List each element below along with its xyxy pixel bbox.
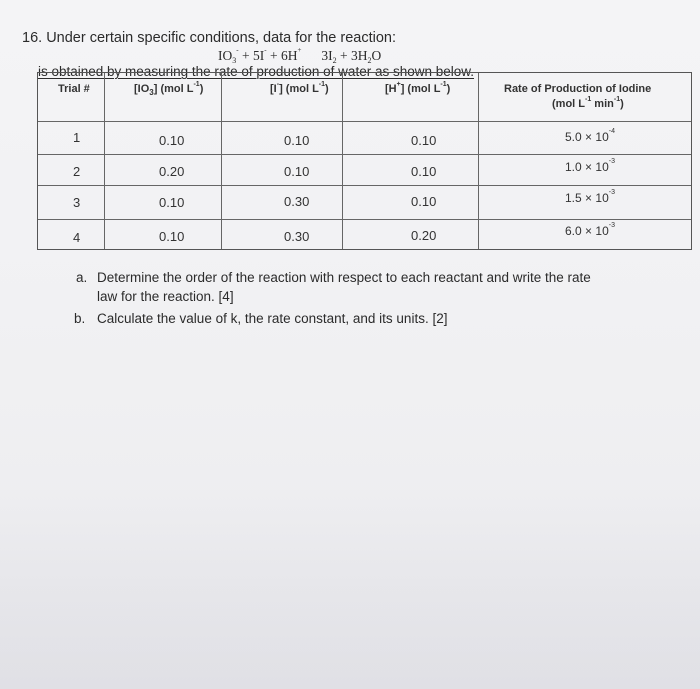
eq-iodate-charge: - — [236, 46, 239, 54]
part-a-line1: Determine the order of the reaction with respect to each reactant and write the rate — [97, 270, 591, 285]
table-column-divider — [342, 73, 343, 249]
reaction-equation — [218, 48, 381, 64]
eq-iodate: IO — [218, 48, 233, 63]
cell-rate: $6.0 \times 10^{-3}$ — [565, 222, 615, 238]
cell-iodate: 0.20 — [159, 164, 185, 179]
eq-iodide: 5I — [252, 48, 265, 63]
cell-rate: $5.0 \times 10^{-4}$ — [565, 128, 615, 144]
cell-rate: $1.0 \times 10^{-3}$ — [565, 158, 615, 174]
question-title — [22, 30, 396, 46]
cell-trial: 3 — [73, 195, 81, 210]
part-a-line2: law for the reaction. [4] — [97, 289, 234, 304]
cell-iodide: 0.30 — [284, 194, 310, 209]
rate-data-table — [37, 72, 692, 250]
table-row-divider — [38, 154, 691, 155]
eq-water-o: O — [371, 48, 382, 63]
table-row-divider — [38, 121, 691, 122]
header-iodide: [I-] (mol $L^{-1}$) — [270, 81, 329, 95]
header-iodate: $[IO_3]$ (mol $L^{-1}$) — [134, 81, 204, 97]
cell-hydrogen: 0.10 — [411, 164, 437, 179]
question-number: 16. — [22, 30, 43, 46]
table-column-divider — [104, 73, 105, 249]
header-trial: Trial # — [58, 83, 90, 95]
header-rate-line2: (mol $L^{-1}$ $\min^{-1}$) — [552, 96, 624, 110]
measurement-statement: is obtained by measuring the rate of production of water as shown below. — [38, 64, 475, 79]
cell-trial: 4 — [73, 230, 81, 245]
cell-iodate: 0.10 — [159, 133, 185, 148]
eq-water-sub: 2 — [367, 56, 372, 65]
question-intro: Under certain specific conditions, data for the reaction: — [46, 30, 397, 46]
eq-water: 3H — [351, 48, 368, 63]
cell-iodide: 0.10 — [284, 164, 310, 179]
table-row-divider — [38, 219, 691, 220]
cell-rate: $1.5 \times 10^{-3}$ — [565, 189, 615, 205]
cell-iodate: 0.10 — [159, 229, 185, 244]
table-column-divider — [478, 73, 479, 249]
part-b-label: b. — [74, 311, 86, 326]
photo-shading — [0, 489, 700, 689]
header-hydrogen: [H+] (mol $L^{-1}$) — [385, 81, 451, 95]
eq-hydrogen-charge: + — [297, 46, 302, 54]
eq-plus: + — [340, 48, 348, 63]
eq-plus: + — [241, 48, 250, 63]
cell-hydrogen: 0.10 — [411, 133, 437, 148]
cell-trial: 1 — [73, 130, 81, 145]
cell-hydrogen: 0.20 — [411, 228, 437, 243]
table-column-divider — [221, 73, 222, 249]
eq-iodide-charge: - — [264, 46, 267, 54]
cell-iodate: 0.10 — [159, 195, 185, 210]
eq-iodine-sub: 2 — [332, 56, 337, 65]
eq-iodate-sub: 3 — [232, 56, 237, 65]
cell-hydrogen: 0.10 — [411, 194, 437, 209]
header-rate-line1: Rate of Production of Iodine — [504, 83, 652, 95]
cell-iodide: 0.10 — [284, 133, 310, 148]
eq-plus: + — [269, 48, 278, 63]
part-a-label: a. — [76, 270, 88, 285]
cell-trial: 2 — [73, 164, 81, 179]
eq-hydrogen: 6H — [280, 48, 298, 63]
eq-iodine: 3I — [321, 48, 333, 63]
table-row-divider — [38, 185, 691, 186]
cell-iodide: 0.30 — [284, 229, 310, 244]
part-b-line1: Calculate the value of k, the rate constant, and its units. [2] — [97, 311, 448, 326]
